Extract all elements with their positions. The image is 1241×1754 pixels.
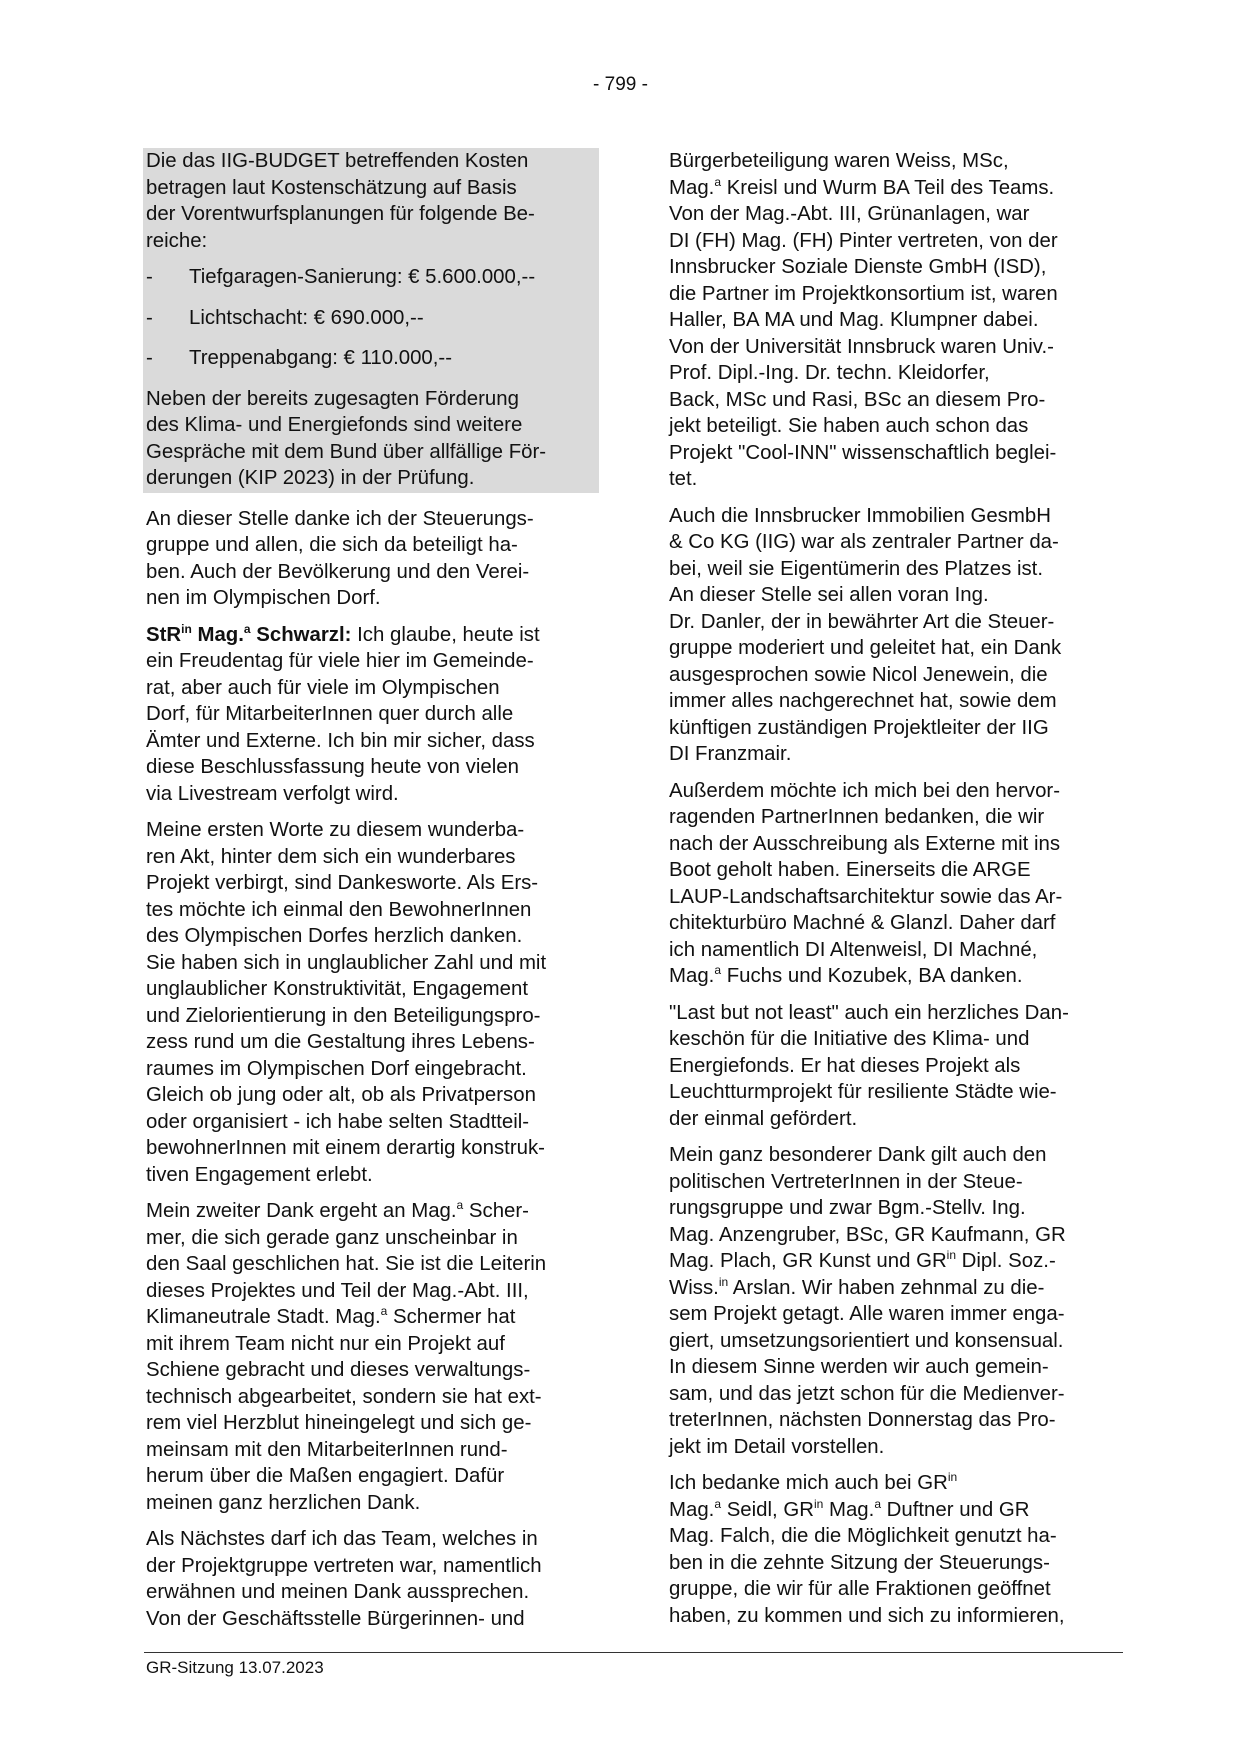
text-line: die Partner im Projektkonsortium ist, waren [669,282,1058,305]
footer-divider [144,1652,1123,1653]
text-line: Dorf, für MitarbeiterInnen quer durch alle [146,703,514,725]
text-line [669,1275,1121,1302]
text-line: Dr. Danler, der in bewährter Art die Steuer- [669,610,1055,633]
text-line: An dieser Stelle danke ich der Steuerungs- [146,507,534,530]
text-line: reiche: [146,229,208,252]
superscript: a [456,1198,464,1213]
text-fragment: Mag. Plach, GR Kunst und GR [669,1250,947,1272]
text-line: "Last but not least" auch ein herzliches Dan- [669,1001,1069,1024]
text-fragment: Dipl. Soz.- [956,1250,1056,1272]
right-column [669,148,1121,1639]
text-line: und Zielorientierung in den Beteiligungspro- [146,1004,541,1027]
text-line: Leuchtturmprojekt für resiliente Städte wie- [669,1081,1057,1103]
text-line: giert, umsetzungsorientiert und konsensual. [669,1329,1064,1352]
text-line: oder organisiert - ich habe selten Stadtteil- [146,1110,530,1133]
speaker-degree: Mag. [191,623,244,646]
partners-paragraph [669,778,1121,990]
text-line: Sie haben sich in unglaublicher Zahl und mit [146,951,547,974]
text-line: tes möchte ich einmal den BewohnerInnen [146,898,532,921]
superscript: in [946,1248,957,1263]
text-line: Haller, BA MA und Mag. Klumpner dabei. [669,309,1039,331]
text-line: raumes im Olympischen Dorf eingebracht. [146,1057,527,1080]
text-line: tiven Engagement erlebt. [146,1163,373,1186]
text-line: ben. Auch der Bevölkerung und den Verei- [146,560,530,583]
text-line: Außerdem möchte ich mich bei den hervor- [669,779,1060,802]
text-line: An dieser Stelle sei allen voran Ing. [669,584,989,606]
text-line: Innsbrucker Soziale Dienste GmbH (ISD), [669,256,1047,278]
bullet-dash: - [146,306,153,329]
speaker-surname: Schwarzl: [250,623,352,646]
superscript: in [718,1274,729,1289]
text-line: betragen laut Kostenschätzung auf Basis [146,176,517,199]
text-line: dieses Projektes und Teil der Mag.-Abt. III, [146,1279,529,1302]
superscript: a [714,1496,722,1511]
budget-item-text: Tiefgaragen-Sanierung: € 5.600.000,-- [189,266,536,288]
text-line: Die das IIG-BUDGET betreffenden Kosten [146,150,529,172]
text-line: Von der Mag.-Abt. III, Grünanlagen, war [669,203,1030,225]
text-line: rungsgruppe und zwar Bgm.-Stellv. Ing. [669,1197,1026,1219]
text-line: derungen (KIP 2023) in der Prüfung. [146,467,475,489]
footer-session-date: GR-Sitzung 13.07.2023 [146,1658,324,1677]
text-fragment: Kreisl und Wurm BA Teil des Teams. [721,176,1055,199]
page-number: - 799 - [593,74,648,95]
text-line: Von der Universität Innsbruck waren Univ.- [669,335,1054,358]
text-fragment: Mag. [669,1498,715,1521]
text-line: zess rund um die Gestaltung ihres Lebens- [146,1031,535,1053]
superscript: in [813,1496,824,1511]
text-line: Schiene gebracht und dieses verwaltungs- [146,1359,531,1381]
text-line: Meine ersten Worte zu diesem wunderba- [146,819,525,841]
text-line: ben in die zehnte Sitzung der Steuerungs- [669,1551,1050,1574]
text-line [146,622,596,649]
text-fragment: Schermer hat [387,1306,516,1328]
text-line: Gespräche mit dem Bund über allfällige För- [146,440,547,463]
budget-item-text: Treppenabgang: € 110.000,-- [189,347,453,369]
text-line: nach der Ausschreibung als Externe mit ins [669,832,1061,855]
text-line: Back, MSc und Rasi, BSc an diesem Pro- [669,388,1046,411]
text-fragment: Mag. [823,1498,875,1521]
team-paragraph [146,1526,596,1632]
funding-paragraph [146,386,599,492]
text-fragment: Ich bedanke mich auch bei GR [669,1472,948,1494]
text-line [146,1198,596,1225]
text-line: technisch abgearbeitet, sondern sie hat ext- [146,1385,542,1408]
text-line: LAUP-Landschaftsarchitektur sowie das Ar- [669,885,1063,908]
superscript: a [714,963,722,978]
text-line: In diesem Sinne werden wir auch gemein- [669,1356,1049,1378]
text-line: & Co KG (IIG) war als zentraler Partner da- [669,531,1059,553]
superscript: a [243,621,251,636]
final-thanks-paragraph [669,1470,1121,1629]
text-fragment: Wiss. [669,1276,719,1299]
text-line: Projekt "Cool-INN" wissenschaftlich beglei- [669,441,1057,464]
text-line: jekt im Detail vorstellen. [669,1435,885,1458]
superscript: in [947,1470,958,1485]
iig-paragraph [669,503,1121,768]
text-fragment: Seidl, GR [721,1498,814,1521]
superscript: a [874,1496,881,1511]
text-line: sam, und das jetzt schon für die Medienver- [669,1382,1065,1405]
text-line: herum über die Maßen engagiert. Dafür [146,1465,505,1487]
text-line: meinen ganz herzlichen Dank. [146,1491,421,1514]
text-line: Mag. Anzengruber, BSc, GR Kaufmann, GR [669,1223,1066,1246]
text-line: jekt beteiligt. Sie haben auch schon das [669,415,1029,437]
text-line: bei, weil sie Eigentümerin des Platzes ist. [669,557,1044,580]
text-line: mit ihrem Team nicht nur ein Projekt auf [146,1332,505,1355]
text-line: Auch die Innsbrucker Immobilien GesmbH [669,504,1051,527]
budget-item [146,305,599,332]
text-line: bewohnerInnen mit einem derartig konstruk- [146,1137,545,1159]
text-fragment: Ich glaube, heute ist [351,623,540,646]
bullet-dash: - [146,266,153,288]
text-fragment: Duftner und GR [881,1498,1030,1521]
text-line: Ämter und Externe. Ich bin mir sicher, dass [146,729,535,752]
text-line: rat, aber auch für viele im Olympischen [146,676,500,699]
text-line: treterInnen, nächsten Donnerstag das Pro- [669,1409,1056,1431]
text-line: diese Beschlussfassung heute von vielen [146,756,519,778]
text-line [146,1304,596,1331]
thanks-paragraph [146,506,596,612]
text-line: Gleich ob jung oder alt, ob als Privatperson [146,1084,536,1106]
budget-box [143,148,599,493]
superscript: in [181,621,192,636]
text-fragment: Mein zweiter Dank ergeht an Mag. [146,1200,457,1222]
text-line [669,1497,1121,1524]
last-but-not-least-paragraph [669,1000,1121,1133]
text-fragment: Arslan. Wir haben zehnmal zu die- [728,1276,1045,1299]
text-line: politischen VertreterInnen in der Steue- [669,1170,1023,1193]
text-line: immer alles nachgerechnet hat, sowie dem [669,690,1057,712]
superscript: a [380,1304,388,1319]
text-line: chitekturbüro Machné & Glanzl. Daher darf [669,912,1056,934]
text-line: ich namentlich DI Altenweisl, DI Machné, [669,938,1038,961]
text-line [669,1248,1121,1275]
text-line: Mag. Falch, die die Möglichkeit genutzt ha- [669,1525,1057,1547]
speaker-name [146,621,352,646]
text-line: erwähnen und meinen Dank aussprechen. [146,1581,530,1603]
text-line: Als Nächstes darf ich das Team, welches in [146,1528,538,1550]
text-line: sem Projekt getagt. Alle waren immer enga- [669,1303,1065,1325]
text-line: Boot geholt haben. Einerseits die ARGE [669,859,1031,881]
text-fragment: Mag. [669,176,715,199]
text-line: ein Freudentag für viele hier im Gemeinde- [146,650,534,672]
text-line [669,1470,1121,1497]
text-fragment: Mag. [669,965,715,987]
text-line [669,963,1121,990]
text-line: der Vorentwurfsplanungen für folgende Be- [146,203,535,225]
text-line: DI Franzmair. [669,743,792,765]
left-column [146,148,596,1642]
text-line: Mein ganz besonderer Dank gilt auch den [669,1144,1047,1166]
text-line: DI (FH) Mag. (FH) Pinter vertreten, von der [669,229,1058,252]
text-line: des Klima- und Energiefonds sind weitere [146,414,523,436]
text-line: haben, zu kommen und sich zu informieren, [669,1604,1065,1627]
text-line: tet. [669,468,698,490]
text-line: gruppe moderiert und geleitet hat, ein Dank [669,637,1062,659]
text-line: nen im Olympischen Dorf. [146,587,381,609]
text-line: meinsam mit den MitarbeiterInnen rund- [146,1438,508,1461]
text-line: keschön für die Initiative des Klima- und [669,1028,1030,1050]
text-line: der einmal gefördert. [669,1107,858,1130]
text-line: Projekt verbirgt, sind Dankesworte. Als Ers- [146,872,539,894]
budget-intro [146,148,599,254]
text-line: ren Akt, hinter dem sich ein wunderbares [146,845,516,868]
text-line: gruppe, die wir für alle Fraktionen geöffnet [669,1578,1051,1600]
text-fragment: Scher- [463,1200,529,1222]
text-line: Neben der bereits zugesagten Förderung [146,387,519,410]
text-line: gruppe und allen, die sich da beteiligt ha- [146,534,518,556]
budget-item [146,264,599,291]
text-line: Bürgerbeteiligung waren Weiss, MSc, [669,150,1009,172]
budget-item [146,345,599,372]
budget-item-text: Lichtschacht: € 690.000,-- [189,306,424,329]
text-line: unglaublicher Konstruktivität, Engagement [146,978,528,1000]
political-thanks-paragraph [669,1142,1121,1460]
first-words-paragraph [146,817,596,1188]
speech-paragraph [146,622,596,808]
speaker-title: StR [146,623,182,646]
text-line: ragenden PartnerInnen bedanken, die wir [669,806,1045,828]
text-fragment: Fuchs und Kozubek, BA danken. [721,965,1023,987]
text-line: rem viel Herzblut hineingelegt und sich ge- [146,1412,532,1434]
second-thanks-paragraph [146,1198,596,1516]
text-line: mer, die sich gerade ganz unscheinbar in [146,1226,518,1249]
text-line: den Saal geschlichen hat. Sie ist die Leiterin [146,1253,547,1275]
text-line: künftigen zuständigen Projektleiter der IIG [669,716,1049,739]
text-line: Energiefonds. Er hat dieses Projekt als [669,1054,1021,1077]
text-line: Prof. Dipl.-Ing. Dr. techn. Kleidorfer, [669,362,990,384]
text-fragment: Klimaneutrale Stadt. Mag. [146,1306,381,1328]
text-line: Von der Geschäftsstelle Bürgerinnen- und [146,1607,525,1630]
bullet-dash: - [146,347,153,369]
text-line [669,175,1121,202]
text-line: des Olympischen Dorfes herzlich danken. [146,925,523,947]
superscript: a [714,174,722,189]
text-line: ausgesprochen sowie Nicol Jenewein, die [669,663,1048,686]
text-line: der Projektgruppe vertreten war, namentlich [146,1554,542,1577]
team-continued-paragraph [669,148,1121,493]
text-line: via Livestream verfolgt wird. [146,782,399,805]
